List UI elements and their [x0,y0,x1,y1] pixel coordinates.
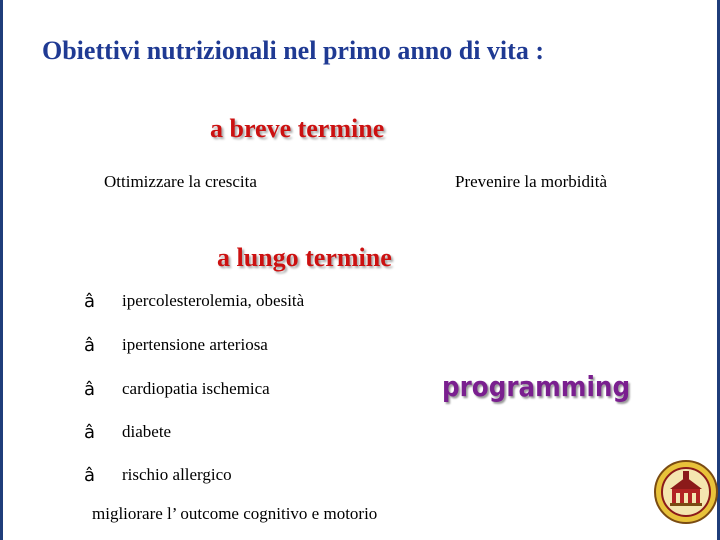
programming-highlight: programming [442,370,631,403]
university-seal-icon [653,459,719,525]
goal-optimize-growth: Ottimizzare la crescita [104,172,257,191]
item-label: ipertensione arteriosa [122,335,268,354]
item-label: rischio allergico [122,465,232,484]
bullet-glyph: â [84,291,96,312]
bullet-glyph: â [84,335,96,356]
bullet-glyph: â [84,379,96,400]
outcome-text: migliorare l’ outcome cognitivo e motorio [92,504,378,523]
short-term-heading: a breve termine [210,114,385,143]
item-label: diabete [122,422,172,441]
item-label: ipercolesterolemia, obesità [122,291,305,310]
long-term-heading: a lungo termine [217,243,392,272]
item-label: cardiopatia ischemica [122,379,270,398]
bullet-glyph: â [84,465,96,486]
slide-frame-left [0,0,3,540]
slide-title: Obiettivi nutrizionali nel primo anno di vita : [42,36,544,65]
goal-prevent-morbidity: Prevenire la morbidità [455,172,608,191]
bullet-glyph: â [84,422,96,443]
